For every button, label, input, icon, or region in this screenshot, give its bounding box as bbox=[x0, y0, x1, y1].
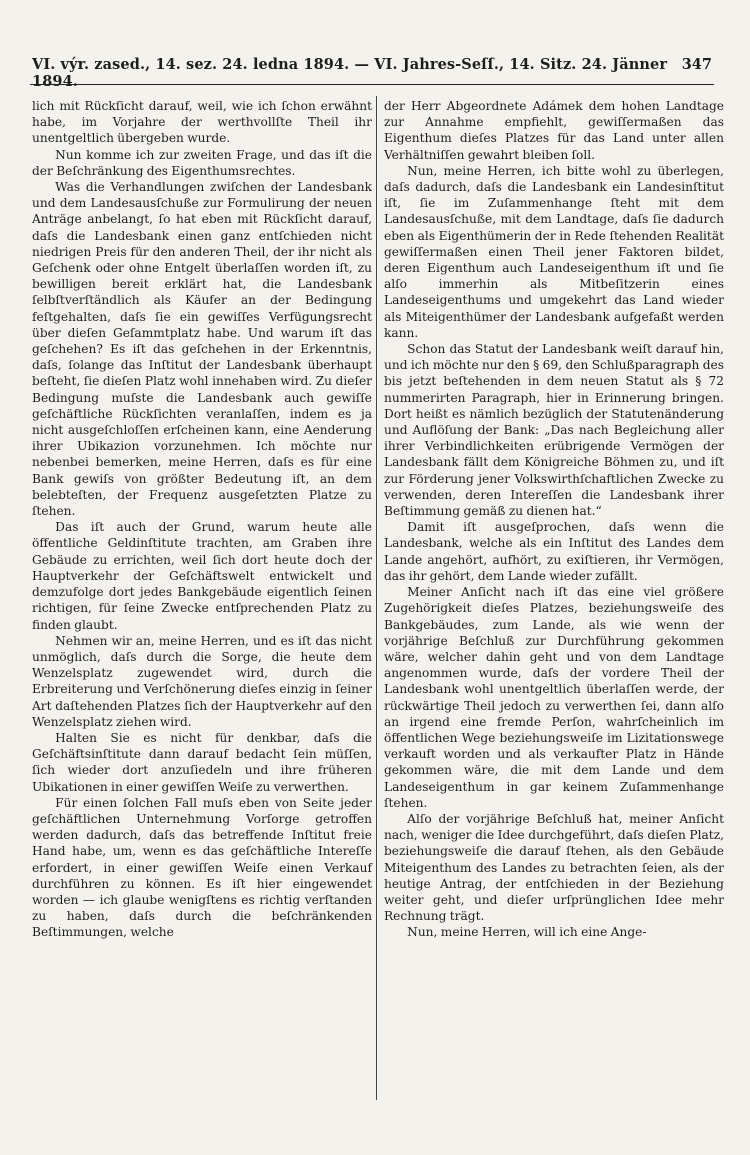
paragraph: Nun komme ich zur zweiten Frage, und das iſt die der Beſchränkung des Eigenthumsrechtes. bbox=[32, 147, 372, 178]
left-column bbox=[32, 98, 372, 941]
column-divider bbox=[376, 96, 377, 1100]
paragraph: Nun, meine Herren, ich bitte wohl zu überlegen, daſs dadurch, daſs die Landesbank ein Landesinſtitut iſt, ſie im Zuſammenhange ſteht mit dem Landesausſchuße, mit dem Landtage, daſs ſie dadurch eben als Eigenthümerin der in Rede ſtehenden Realität gewiſſermaßen einen Theil jener Faktoren bildet, deren Eigenthum auch Landeseigenthum iſt und ſie alſo immerhin als Mitbeſitzerin eines Landeseigenthums und umgekehrt das Land wieder als Miteigenthümer der Landesbank aufgefaßt werden kann. bbox=[384, 163, 724, 340]
paragraph: Halten Sie es nicht für denkbar, daſs die Geſchäftsinſtitute dann darauf bedacht ſein müſſen, ſich wieder dort anzuſiedeln und ihre früheren Ubikationen in einer gewiſſen Weiſe zu verwerthen. bbox=[32, 730, 372, 794]
paragraph: Schon das Statut der Landesbank weiſt darauf hin, und ich möchte nur den § 69, den Schlußparagraph des bis jetzt beſtehenden in dem neuen Statut als § 72 nummerirten Paragraph, hier in Erinnerung bringen. Dort heißt es nämlich bezüglich der Statutenänderung und Auflöſung der Bank: „Das nach Begleichung aller ihrer Verbindlichkeiten erübrigende Vermögen der Landesbank fällt dem Königreiche Böhmen zu, und iſt zur Förderung jener Volkswirthſchaftlichen Zwecke zu verwenden, deren Intereſſen die Landesbank ihrer Beſtimmung gemäß zu dienen hat.“ bbox=[384, 342, 724, 519]
paragraph: Für einen ſolchen Fall muſs eben von Seite jeder geſchäftlichen Unternehmung Vorſorge getroffen werden dadurch, daſs das betreffende Inſtitut freie Hand habe, um, wenn es das geſchäftliche Intereſſe erfordert, in einer gewiſſen Weiſe einen Verkauf durchführen zu können. Es iſt hier eingewendet worden — ich glaube wenigſtens es richtig verſtanden zu haben, daſs durch die beſchränkenden Beſtimmungen, welche bbox=[32, 795, 372, 940]
running-title: VI. výr. zased., 14. sez. 24. ledna 1894. — VI. Jahres-Seſſ., 14. Sitz. 24. Jänner 1894. bbox=[32, 56, 668, 90]
paragraph: Das iſt auch der Grund, warum heute alle öffentliche Geldinſtitute trachten, am Graben ihre Gebäude zu errichten, weil ſich dort heute doch der Hauptverkehr der Geſchäftswelt entwickelt und demzufolge dort jedes Bankgebäude eigentlich ſeinen richtigen, für ſeine Zwecke entſprechenden Platz zu finden glaubt. bbox=[32, 520, 372, 632]
paragraph: Damit iſt ausgeſprochen, daſs wenn die Landesbank, welche als ein Inſtitut des Landes dem Lande angehört, aufhört, zu exiſtieren, ihr Vermögen, das ihr gehört, dem Lande wieder zufällt. bbox=[384, 520, 724, 583]
paragraph: Was die Verhandlungen zwiſchen der Landesbank und dem Landesausſchuße zur Formulirung der neuen Anträge anbelangt, ſo hat eben mit Rückſicht darauf, daſs die Landesbank einen ganz entſchieden nicht niedrigen Preis für den anderen Theil, der ihr nicht als Geſchenk oder ohne Entgelt überlaſſen worden iſt, zu bewilligen bereit erklärt hat, die Landesbank ſelbſtverſtändlich als Käufer an der Bedingung feſtgehalten, daſs ſie ein gewiſſes Verfügungsrecht über dieſen Geſammtplatz habe. Und warum iſt das geſchehen? Es iſt das geſchehen in der Erkenntnis, daſs, ſolange das Inſtitut der Landesbank überhaupt beſteht, ſie dieſen Platz wohl innehaben wird. Zu dieſer Bedingung muſste die Landesbank auch gewiſſe geſchäftliche Rückſichten veranlaſſen, indem es ja nicht ausgeſchloſſen erſcheinen kann, eine Aenderung ihrer Ubikazion vorzunehmen. Ich möchte nur nebenbei bemerken, meine Herren, daſs es für eine Bank gewiſs von größter Bedeutung iſt, an dem belebteſten, der Frequenz ausgeſetzten Platze zu ſtehen. bbox=[32, 180, 372, 519]
page-number: 347 bbox=[681, 56, 712, 73]
page-header bbox=[32, 56, 712, 90]
paragraph: lich mit Rückſicht darauf, weil, wie ich ſchon erwähnt habe, im Vorjahre der werthvollſte Theil ihr unentgeltlich übergeben wurde. bbox=[32, 99, 372, 146]
paragraph: Alſo der vorjährige Beſchluß hat, meiner Anſicht nach, weniger die Idee durchgeführt, daſs dieſen Platz, beziehungsweiſe die darauf ſtehen, als den Gebäude Miteigenthum des Landes zu betrachten ſeien, als der heutige Antrag, der entſchieden in der Beziehung weiter geht, und dieſer urſprünglichen Idee mehr Rechnung trägt. bbox=[384, 811, 724, 924]
paragraph: Nehmen wir an, meine Herren, und es iſt das nicht unmöglich, daſs durch die Sorge, die heute dem Wenzelsplatz zugewendet wird, durch die Erbreiterung und Verſchönerung dieſes einzig in ſeiner Art daſtehenden Platzes ſich der Hauptverkehr auf den Wenzelsplatz ziehen wird. bbox=[32, 633, 372, 729]
header-rule bbox=[30, 84, 714, 85]
right-column bbox=[384, 98, 724, 941]
paragraph: der Herr Abgeordnete Adámek dem hohen Landtage zur Annahme empfiehlt, gewiſſermaßen das Eigenthum dieſes Platzes für das Land unter allen Verhältniſſen gewahrt bleiben ſoll. bbox=[384, 99, 724, 162]
paragraph: Nun, meine Herren, will ich eine Ange- bbox=[407, 925, 647, 940]
paragraph: Meiner Anſicht nach iſt das eine viel größere Zugehörigkeit dieſes Platzes, beziehungsweiſe des Bankgebäudes, zum Lande, als wie wenn der vorjährige Beſchluß zur Durchführung gekommen wäre, welcher dahin geht und von dem Landtage angenommen wurde, daſs der vordere Theil der Landesbank wohl unentgeltlich überlaſſen werde, der rückwärtige Theil jedoch zu verwerthen ſei, dann alſo an irgend eine fremde Perſon, wahrſcheinlich im öffentlichen Wege beziehungsweiſe im Lizitationswege verkauft worden und als verkaufter Platz in Hände gekommen wäre, die mit dem Lande und dem Landeseigenthum in gar keinem Zuſammenhange ſtehen. bbox=[384, 585, 724, 810]
